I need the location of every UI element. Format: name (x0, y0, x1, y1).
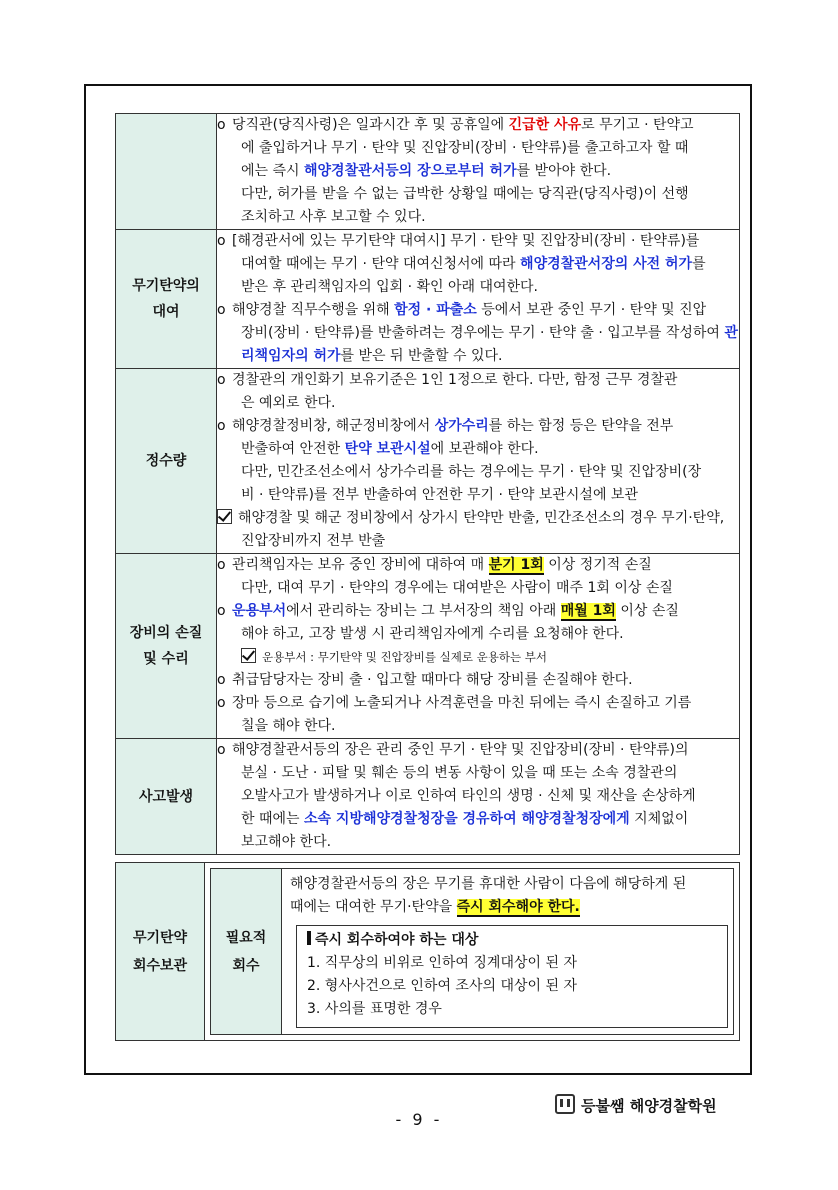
list-item: o 해양경찰관서등의 장은 관리 중인 무기 · 탄약 및 진압장비(장비 · 탄약류)의 (217, 742, 689, 758)
note-item: 해양경찰 및 해군 정비창에서 상가시 탄약만 반출, 민간조선소의 경우 무기·탄약, (217, 507, 739, 530)
table-row: o 당직관(당직사령)은 일과시간 후 및 공휴일에 긴급한 사유로 무기고 · 탄약고 에 출입하거나 무기 · 탄약 및 진압장비(장비 · 탄약류)를 출고하고자 할 때 에는 즉시 해양경찰관서등의 장으로부터 허가를 받아야 한다. 다만, 허가를 받을 수 없는 급박한 상황일 때에는 당직관(당직사령)이 선행 조치하고 사후 보고할 수 있다. (116, 114, 740, 230)
row-label: 무기탄약 회수보관 (116, 863, 205, 1041)
row-label: 무기탄약의 대여 (116, 230, 217, 369)
list-item: 2. 형사사건으로 인하여 조사의 대상이 된 자 (307, 978, 577, 994)
list-item: o 해양경찰 직무수행을 위해 함정 · 파출소 등에서 보관 중인 무기 · 탄약 및 진압 (217, 302, 707, 318)
table-row: 무기탄약의 대여 o [해경관서에 있는 무기탄약 대여시] 무기 · 탄약 및 진압장비(장비 · 탄약류)를 대여할 때에는 무기 · 탄약 대여신청서에 따라 해양경찰관서장의 사전 허가를 받은 후 관리책임자의 입회 · 확인 아래 대여한다. o 해양경찰 직무수행을 위해 함정 · 파출소 등에서 보관 중인 무기 · 탄약 및 진압 장비(장비 · 탄약류)를 반출하려는 경우에는 무기 · 탄약 출 · 입고부를 작성하여 관 리책임자의 허가를 받은 뒤 반출할 수 있다. (116, 230, 740, 369)
list-item: o 당직관(당직사령)은 일과시간 후 및 공휴일에 긴급한 사유로 무기고 · 탄약고 (217, 117, 694, 133)
row-label: 정수량 (116, 369, 217, 554)
page-number: - 9 - (395, 1110, 443, 1129)
checkbox-icon (241, 648, 256, 663)
list-item: o 운용부서에서 관리하는 장비는 그 부서장의 책임 아래 매월 1회 이상 손질 (217, 603, 679, 619)
recovery-targets-box: 즉시 회수하여야 하는 대상 1. 직무상의 비위로 인하여 징계대상이 된 자 2. 형사사건으로 인하여 조사의 대상이 된 자 3. 사의를 표명한 경우 (296, 925, 728, 1028)
sub-label: 필요적 회수 (211, 869, 282, 1034)
list-item: o 장마 등으로 습기에 노출되거나 사격훈련을 마친 뒤에는 즉시 손질하고 기름 (217, 695, 692, 711)
list-item: o 취급담당자는 장비 출 · 입고할 때마다 해당 장비를 손질해야 한다. (217, 672, 633, 688)
row-label: 장비의 손질 및 수리 (116, 554, 217, 739)
main-table (115, 113, 740, 855)
row-label (116, 114, 217, 230)
list-item: o 경찰관의 개인화기 보유기준은 1인 1정으로 한다. 다만, 함정 근무 경찰관 (217, 372, 678, 388)
footer-brand: 등불쌤 해양경찰학원 (555, 1094, 717, 1116)
table-row: 무기탄약 회수보관 필요적 회수 해양경찰관서등의 장은 무기를 휴대한 사람이 다음에 해당하게 된 때에는 대여한 무기·탄약을 즉시 회수해야 한다. 즉시 회수하여야 하는 대상 1. 직무상의 비위로 인하여 징계대상이 된 자 2. 형사사건으로 인하여 조사의 대상이 된 자 3. 사의를 표명한 경우 (116, 863, 740, 1041)
row-label: 사고발생 (116, 739, 217, 855)
table-row: 사고발생 o 해양경찰관서등의 장은 관리 중인 무기 · 탄약 및 진압장비(장비 · 탄약류)의 분실 · 도난 · 피탈 및 훼손 등의 변동 사항이 있을 때 또는 소속 경찰관의 오발사고가 발생하거나 이로 인하여 타인의 생명 · 신체 및 재산을 손상하게 한 때에는 소속 지방해양경찰청장을 경유하여 해양경찰청장에게 지체없이 보고해야 한다. (116, 739, 740, 855)
note-item: 운용부서 : 무기탄약 및 진압장비를 실제로 운용하는 부서 (217, 646, 739, 669)
list-item: o 관리책임자는 보유 중인 장비에 대하여 매 분기 1회 이상 정기적 손질 (217, 557, 652, 573)
list-item: 3. 사의를 표명한 경우 (307, 1001, 442, 1017)
table-row: 정수량 o 경찰관의 개인화기 보유기준은 1인 1정으로 한다. 다만, 함정 근무 경찰관 은 예외로 한다. o 해양경찰정비창, 해군정비창에서 상가수리를 하는 함정 등은 탄약을 전부 반출하여 안전한 탄약 보관시설에 보관해야 한다. 다만, 민간조선소에서 상가수리를 하는 경우에는 무기 · 탄약 및 진압장비(장 비 · 탄약류)를 전부 반출하여 안전한 무기 · 탄약 보관시설에 보관 해양경찰 및 해군 정비창에서 상가시 탄약만 반출, 민간조선소의 경우 무기·탄약, 진압장비까지 전부 반출 (116, 369, 740, 554)
bar-icon (307, 931, 311, 945)
table-row: 장비의 손질 및 수리 o 관리책임자는 보유 중인 장비에 대하여 매 분기 1회 이상 정기적 손질 다만, 대여 무기 · 탄약의 경우에는 대여받은 사람이 매주 1회 이상 손질 o 운용부서에서 관리하는 장비는 그 부서장의 책임 아래 매월 1회 이상 손질 해야 하고, 고장 발생 시 관리책임자에게 수리를 요청해야 한다. 운용부서 : 무기탄약 및 진압장비를 실제로 운용하는 부서 o 취급담당자는 장비 출 · 입고할 때마다 해당 장비를 손질해야 한다. o 장마 등으로 습기에 노출되거나 사격훈련을 마친 뒤에는 즉시 손질하고 기름 칠을 해야 한다. (116, 554, 740, 739)
checkbox-icon (217, 509, 232, 524)
list-item: o [해경관서에 있는 무기탄약 대여시] 무기 · 탄약 및 진압장비(장비 · 탄약류)를 (217, 233, 700, 249)
list-item: o 해양경찰정비창, 해군정비창에서 상가수리를 하는 함정 등은 탄약을 전부 (217, 418, 674, 434)
recovery-table (115, 862, 740, 1041)
list-item: 1. 직무상의 비위로 인하여 징계대상이 된 자 (307, 955, 577, 971)
